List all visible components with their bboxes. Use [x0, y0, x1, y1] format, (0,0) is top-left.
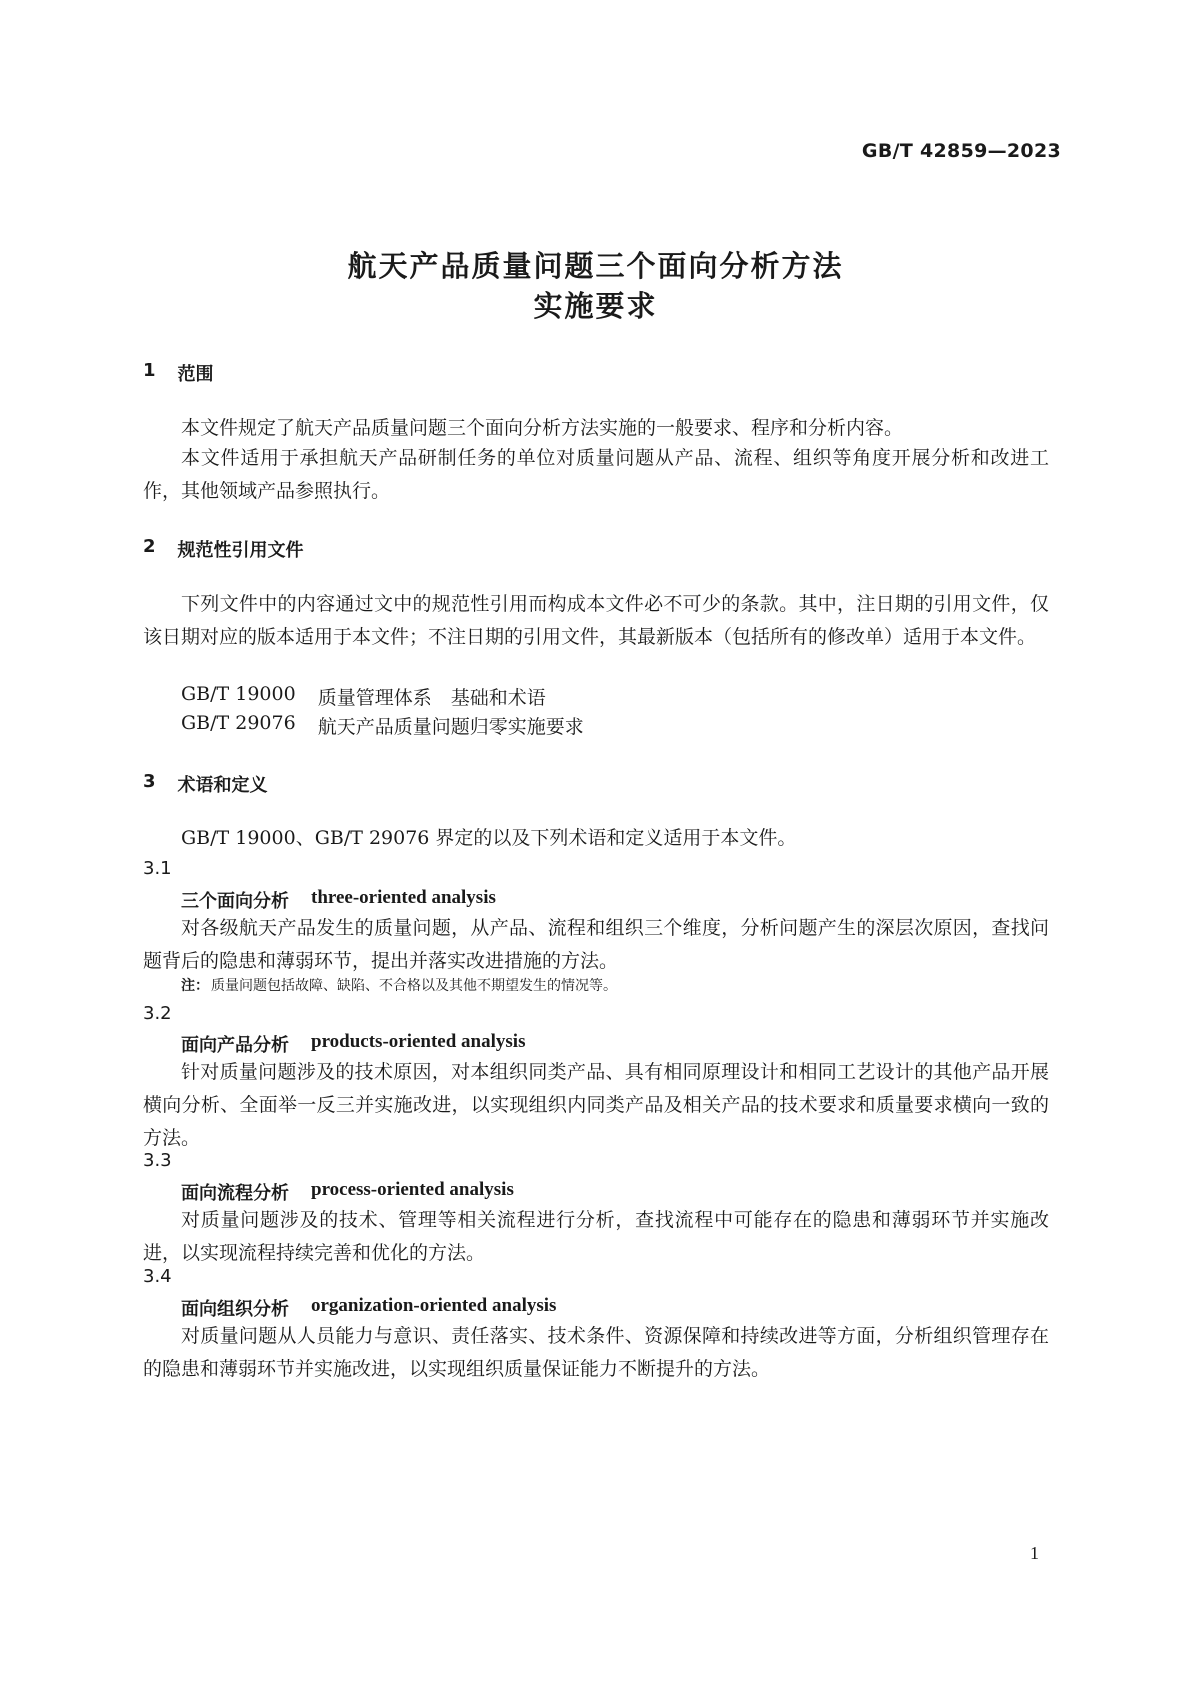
term-zh: 面向流程分析 — [181, 1183, 289, 1204]
term-zh: 面向产品分析 — [181, 1035, 289, 1056]
section-3-intro: GB/T 19000、GB/T 29076 界定的以及下列术语和定义适用于本文件。 — [181, 827, 797, 849]
section-2-title: 规范性引用文件 — [177, 540, 304, 561]
term-note — [181, 975, 617, 995]
section-2-paragraph: 下列文件中的内容通过文中的规范性引用而构成本文件必不可少的条款。其中，注日期的引用文件，仅该日期对应的版本适用于本文件；不注日期的引用文件，其最新版本（包括所有的修改单）适用于本文件。 — [143, 593, 1049, 648]
section-2-number: 2 — [143, 536, 156, 557]
term-number: 3.1 — [143, 858, 172, 879]
term-definition: 对质量问题从人员能力与意识、责任落实、技术条件、资源保障和持续改进等方面，分析组织管理存在的隐患和薄弱环节并实施改进，以实现组织质量保证能力不断提升的方法。 — [143, 1325, 1049, 1380]
term-number: 3.2 — [143, 1003, 172, 1024]
section-1-heading — [143, 360, 214, 386]
note-text: 质量问题包括故障、缺陷、不合格以及其他不期望发生的情况等。 — [211, 978, 617, 994]
section-1-number: 1 — [143, 360, 156, 381]
term-definition: 对各级航天产品发生的质量问题，从产品、流程和组织三个维度，分析问题产生的深层次原因，查找问题背后的隐患和薄弱环节，提出并落实改进措施的方法。 — [143, 917, 1049, 972]
term-en: process-oriented analysis — [311, 1179, 514, 1200]
term-heading — [181, 887, 496, 913]
section-3-title: 术语和定义 — [177, 775, 268, 796]
reference-title: 质量管理体系 基础和术语 — [317, 687, 546, 709]
note-label: 注： — [181, 978, 209, 994]
section-1-title: 范围 — [177, 364, 214, 385]
document-title-line-2: 实施要求 — [533, 289, 658, 323]
reference-item — [181, 683, 546, 710]
term-en: organization-oriented analysis — [311, 1295, 557, 1316]
term-en: three-oriented analysis — [311, 887, 496, 908]
section-2-heading — [143, 536, 304, 562]
term-definition: 对质量问题涉及的技术、管理等相关流程进行分析，查找流程中可能存在的隐患和薄弱环节并实施改进，以实现流程持续完善和优化的方法。 — [143, 1209, 1049, 1264]
term-number: 3.3 — [143, 1150, 172, 1171]
reference-code: GB/T 29076 — [181, 712, 296, 734]
reference-code: GB/T 19000 — [181, 683, 296, 705]
term-heading — [181, 1031, 525, 1057]
term-heading — [181, 1295, 556, 1321]
section-3-heading — [143, 771, 268, 797]
term-en: products-oriented analysis — [311, 1031, 526, 1052]
reference-item — [181, 712, 584, 739]
term-zh: 面向组织分析 — [181, 1299, 289, 1320]
page-number: 1 — [1030, 1543, 1039, 1563]
section-1-paragraph-1: 本文件规定了航天产品质量问题三个面向分析方法实施的一般要求、程序和分析内容。 — [181, 417, 904, 439]
term-zh: 三个面向分析 — [181, 891, 289, 912]
reference-title: 航天产品质量问题归零实施要求 — [317, 716, 584, 738]
section-3-number: 3 — [143, 771, 156, 792]
document-title-line-1: 航天产品质量问题三个面向分析方法 — [347, 249, 844, 283]
term-definition: 针对质量问题涉及的技术原因，对本组织同类产品、具有相同原理设计和相同工艺设计的其他产品开展横向分析、全面举一反三并实施改进，以实现组织内同类产品及相关产品的技术要求和质量要求横向一致的方法。 — [143, 1061, 1049, 1149]
section-1-paragraph-2: 本文件适用于承担航天产品研制任务的单位对质量问题从产品、流程、组织等角度开展分析和改进工作，其他领域产品参照执行。 — [143, 447, 1049, 502]
term-number: 3.4 — [143, 1266, 172, 1287]
standard-code: GB/T 42859—2023 — [861, 140, 1061, 162]
term-heading — [181, 1179, 514, 1205]
